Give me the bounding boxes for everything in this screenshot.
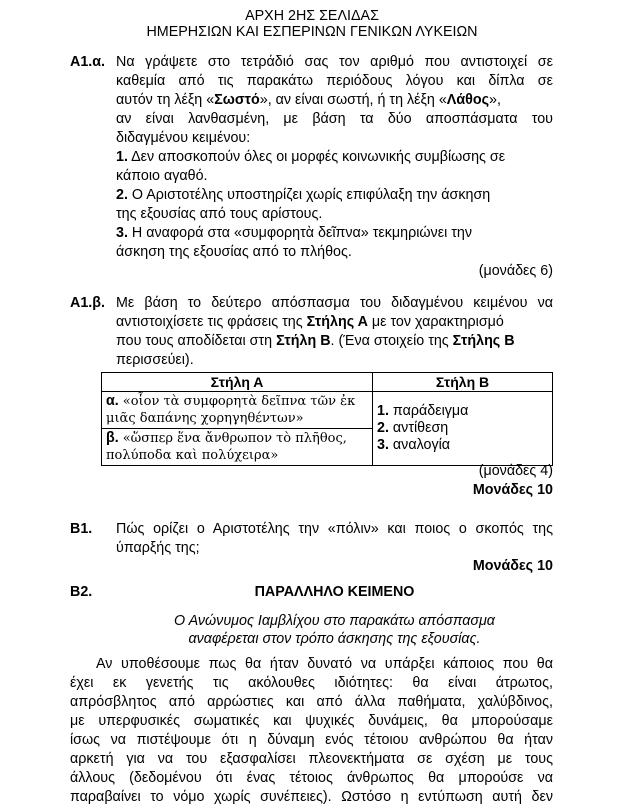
parallel-text-line: με υπερφυσικές σωματικές και ψυχικές δυνάμεις, θα μπορούσαμε — [70, 713, 553, 729]
b1-question-line: Πώς ορίζει ο Αριστοτέλης την «πόλιν» και ποιος ο σκοπός της — [116, 521, 553, 537]
column-a-cell-alpha — [102, 392, 373, 429]
column-b-options — [373, 392, 553, 466]
greek-phrase: πολύποδα καὶ πολύχειρα» — [106, 448, 279, 463]
item-text: Ο Αριστοτέλης υποστηρίζει χωρίς επιφύλαξη την άσκηση — [131, 187, 491, 203]
column-a-ref: Στήλης Α — [306, 314, 368, 330]
option-number: 3. — [377, 437, 389, 453]
table-header-row — [102, 373, 553, 392]
row-letter: β. — [106, 430, 119, 446]
greek-phrase: μιᾶς δαπάνης χορηγηθέντων» — [106, 411, 304, 426]
option-number: 2. — [377, 420, 389, 436]
text-fragment: αντιστοιχίσετε τις φράσεις της — [116, 314, 307, 330]
b2-intro-line: Ο Ανώνυμος Ιαμβλίχου στο παρακάτω απόσπασμα — [174, 613, 495, 629]
a1a-item-1 — [116, 148, 553, 166]
a1-total-marks: Μονάδες 10 — [472, 482, 553, 498]
page-header-line1: ΑΡΧΗ 2ΗΣ ΣΕΛΙΔΑΣ — [245, 8, 379, 24]
a1b-marks: (μονάδες 4) — [478, 463, 553, 479]
parallel-text-line: απρόσβλητος από αρρώστιες και από άλλα παθήματα, χαλύβδινος, — [70, 694, 553, 710]
parallel-text-line: ίσως να πιστέψουμε ότι η δύναμη ενός τέτοιου ανθρώπου θα ήταν — [70, 732, 553, 748]
matching-table — [101, 372, 553, 466]
wrong-word: Λάθος — [446, 92, 490, 108]
option-3 — [377, 437, 548, 454]
parallel-text-line: παραβαίνει το νόμο χωρίς συνέπειες). Ωστόσο η εντύπωση αυτή δεν — [70, 789, 553, 805]
a1a-item-1-cont: κάποιο αγαθό. — [116, 168, 208, 184]
parallel-text-line: έχει εκ γενετής τις ακόλουθες ιδιότητες: θα είναι άτρωτος, — [70, 675, 553, 691]
column-a-header: Στήλη Α — [102, 373, 373, 392]
correct-word: Σωστό — [214, 92, 260, 108]
option-2 — [377, 420, 548, 437]
parallel-text-line: αρκετή για να του εξασφαλίσει πλεονεκτήματα σε σχέση με τους — [70, 751, 553, 767]
option-1 — [377, 403, 548, 420]
greek-phrase: «ὥσπερ ἕνα ἄνθρωπον τὸ πλῆθος, — [122, 431, 347, 446]
a1b-intro-line: περισσεύει). — [116, 352, 194, 368]
question-label-a1a: Α1.α. — [70, 54, 106, 70]
a1b-intro-line — [116, 313, 553, 331]
column-b-header: Στήλη Β — [373, 373, 553, 392]
a1a-item-2 — [116, 186, 553, 204]
question-label-b1: Β1. — [70, 521, 93, 537]
a1a-intro-line: Να γράψετε στο τετράδιό σας τον αριθμό που αντιστοιχεί σε — [116, 54, 553, 70]
text-fragment: με τον χαρακτηρισμό — [367, 314, 504, 330]
option-number: 1. — [377, 403, 389, 419]
b2-title: ΠΑΡΑΛΛΗΛΟ ΚΕΙΜΕΝΟ — [254, 584, 415, 600]
row-letter: α. — [106, 393, 119, 409]
column-b-ref: Στήλης Β — [452, 333, 515, 349]
greek-phrase: «οἷον τὰ συμφορητὰ δεῖπνα τῶν ἐκ — [122, 394, 356, 409]
a1a-item-3-cont: άσκηση της εξουσίας από το πλήθος. — [116, 244, 352, 260]
table-row — [102, 392, 553, 429]
text-fragment: αυτόν τη λέξη « — [116, 92, 215, 108]
a1a-intro-line: καθεμία από τις παρακάτω περιόδους λόγου και δίπλα σε — [116, 73, 553, 89]
b1-question-line: ύπαρξής της; — [116, 540, 200, 556]
item-text: Η αναφορά στα «συμφορητὰ δεῖπνα» τεκμηριώνει την — [131, 225, 472, 241]
question-label-b2: Β2. — [70, 584, 93, 600]
parallel-text-line: Αν υποθέσουμε πως θα ήταν δυνατό να υπάρξει κάποιος που θα — [96, 656, 553, 672]
a1a-item-3 — [116, 224, 553, 242]
item-text: Δεν αποσκοπούν όλες οι μορφές κοινωνικής συμβίωσης σε — [131, 149, 506, 165]
b1-total-marks: Μονάδες 10 — [472, 558, 553, 574]
text-fragment: . (Ένα στοιχείο της — [330, 333, 453, 349]
item-number: 2. — [116, 187, 128, 203]
option-text: παράδειγμα — [392, 403, 469, 419]
column-b-ref: Στήλη Β — [276, 333, 331, 349]
question-label-a1b: Α1.β. — [70, 295, 105, 311]
item-number: 3. — [116, 225, 128, 241]
a1a-intro-line — [116, 91, 553, 109]
text-fragment: », αν είναι σωστή, ή τη λέξη « — [259, 92, 447, 108]
a1a-intro-line: διδαγμένου κειμένου: — [116, 130, 251, 146]
page-header-line2: ΗΜΕΡΗΣΙΩΝ ΚΑΙ ΕΣΠΕΡΙΝΩΝ ΓΕΝΙΚΩΝ ΛΥΚΕΙΩΝ — [146, 24, 478, 40]
b2-intro-line: αναφέρεται στον τρόπο άσκησης της εξουσίας. — [188, 631, 481, 647]
a1b-intro-line — [116, 332, 553, 350]
a1a-intro-line: αν είναι λανθασμένη, με βάση τα δύο αποσπάσματα του — [116, 111, 553, 127]
item-number: 1. — [116, 149, 128, 165]
option-text: αντίθεση — [392, 420, 449, 436]
a1b-intro-line: Με βάση το δεύτερο απόσπασμα του διδαγμένου κειμένου να — [116, 295, 553, 311]
a1a-marks: (μονάδες 6) — [478, 263, 553, 279]
parallel-text-line: άλλους (δεδομένου ότι ένας τέτοιος άνθρωπος θα μπορούσε να — [70, 770, 553, 786]
column-a-cell-beta — [102, 429, 373, 466]
option-text: αναλογία — [392, 437, 451, 453]
text-fragment: », — [489, 92, 501, 108]
a1a-item-2-cont: της εξουσίας από τους αρίστους. — [116, 206, 323, 222]
text-fragment: που τους αποδίδεται στη — [116, 333, 277, 349]
